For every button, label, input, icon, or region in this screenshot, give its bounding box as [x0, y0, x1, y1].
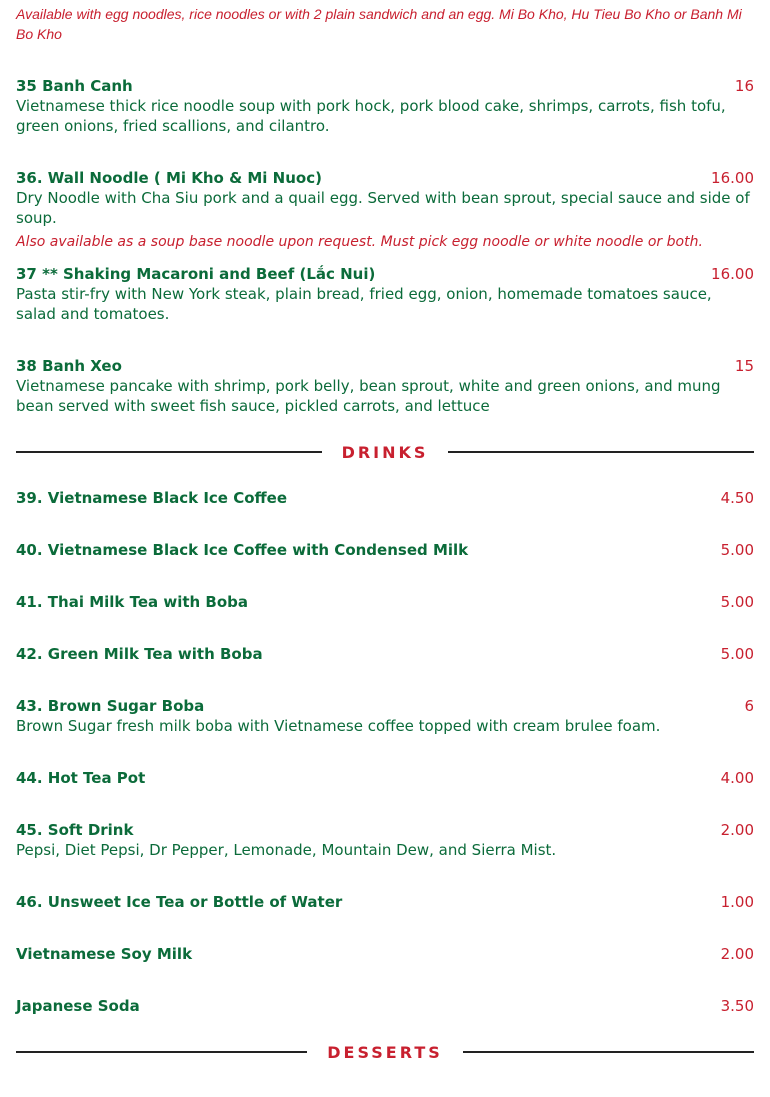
menu-item: [16, 168, 754, 252]
item-price: 4.00: [720, 769, 754, 787]
item-price: 1.00: [720, 893, 754, 911]
menu-item: [16, 768, 754, 788]
item-name: 41. Thai Milk Tea with Boba: [16, 593, 249, 611]
item-name: 44. Hot Tea Pot: [16, 769, 146, 787]
menu-item: [16, 644, 754, 664]
item-name: 37 ** Shaking Macaroni and Beef (Lắc Nui): [16, 265, 376, 283]
item-name: 38 Banh Xeo: [16, 357, 122, 375]
menu-item: [16, 356, 754, 416]
item-price: 16: [734, 77, 754, 95]
item-description: Vietnamese thick rice noodle soup with pork hock, pork blood cake, shrimps, carrots, fish tofu, green onions, fried scallions, and cilantro.: [16, 97, 726, 135]
item-price: 15: [734, 357, 754, 375]
item-name: 40. Vietnamese Black Ice Coffee with Condensed Milk: [16, 541, 469, 559]
section-title: DRINKS: [341, 442, 429, 462]
item-description: Pasta stir-fry with New York steak, plain bread, fried egg, onion, homemade tomatoes sauce, salad and tomatoes.: [16, 285, 712, 323]
item-name: 39. Vietnamese Black Ice Coffee: [16, 489, 288, 507]
item-price: 16.00: [711, 265, 754, 283]
menu-item: [16, 264, 754, 324]
menu-item: [16, 540, 754, 560]
menu-item: [16, 592, 754, 612]
menu-item: [16, 488, 754, 508]
menu-item: [16, 696, 754, 736]
item-description: Pepsi, Diet Pepsi, Dr Pepper, Lemonade, Mountain Dew, and Sierra Mist.: [16, 841, 557, 859]
item-name: Japanese Soda: [16, 997, 140, 1015]
item-note: Also available as a soup base noodle upon request. Must pick egg noodle or white noodle or both.: [16, 234, 703, 250]
menu-item: [16, 892, 754, 912]
item-price: 5.00: [720, 541, 754, 559]
item-description: Dry Noodle with Cha Siu pork and a quail egg. Served with bean sprout, special sauce and side of soup.: [16, 189, 750, 227]
item-description: Vietnamese pancake with shrimp, pork belly, bean sprout, white and green onions, and mung bean served with sweet fish sauce, pickled carrots, and lettuce: [16, 377, 721, 415]
divider-line: [16, 1051, 307, 1053]
divider-line: [463, 1051, 754, 1053]
item-price: 16.00: [711, 169, 754, 187]
section-header-drinks: [16, 441, 754, 463]
availability-note: Available with egg noodles, rice noodles or with 2 plain sandwich and an egg. Mi Bo Kho, Hu Tieu Bo Kho or Banh Mi Bo Kho: [16, 6, 742, 42]
section-title: DESSERTS: [327, 1042, 443, 1062]
item-name: 35 Banh Canh: [16, 77, 133, 95]
item-price: 2.00: [720, 821, 754, 839]
menu-item: [16, 76, 754, 136]
menu-item: [16, 820, 754, 860]
divider-line: [448, 451, 754, 453]
item-name: Vietnamese Soy Milk: [16, 945, 193, 963]
item-name: 43. Brown Sugar Boba: [16, 697, 205, 715]
item-description: Brown Sugar fresh milk boba with Vietnamese coffee topped with cream brulee foam.: [16, 717, 661, 735]
item-name: 42. Green Milk Tea with Boba: [16, 645, 263, 663]
item-name: 46. Unsweet Ice Tea or Bottle of Water: [16, 893, 343, 911]
menu-item: [16, 944, 754, 964]
divider-line: [16, 451, 322, 453]
item-price: 3.50: [720, 997, 754, 1015]
item-price: 4.50: [720, 489, 754, 507]
item-price: 5.00: [720, 593, 754, 611]
top-note: [16, 4, 754, 44]
menu-item: [16, 996, 754, 1016]
item-name: 45. Soft Drink: [16, 821, 134, 839]
item-price: 2.00: [720, 945, 754, 963]
item-price: 6: [744, 697, 754, 715]
section-header-desserts: [16, 1041, 754, 1063]
item-price: 5.00: [720, 645, 754, 663]
item-name: 36. Wall Noodle ( Mi Kho & Mi Nuoc): [16, 169, 322, 187]
